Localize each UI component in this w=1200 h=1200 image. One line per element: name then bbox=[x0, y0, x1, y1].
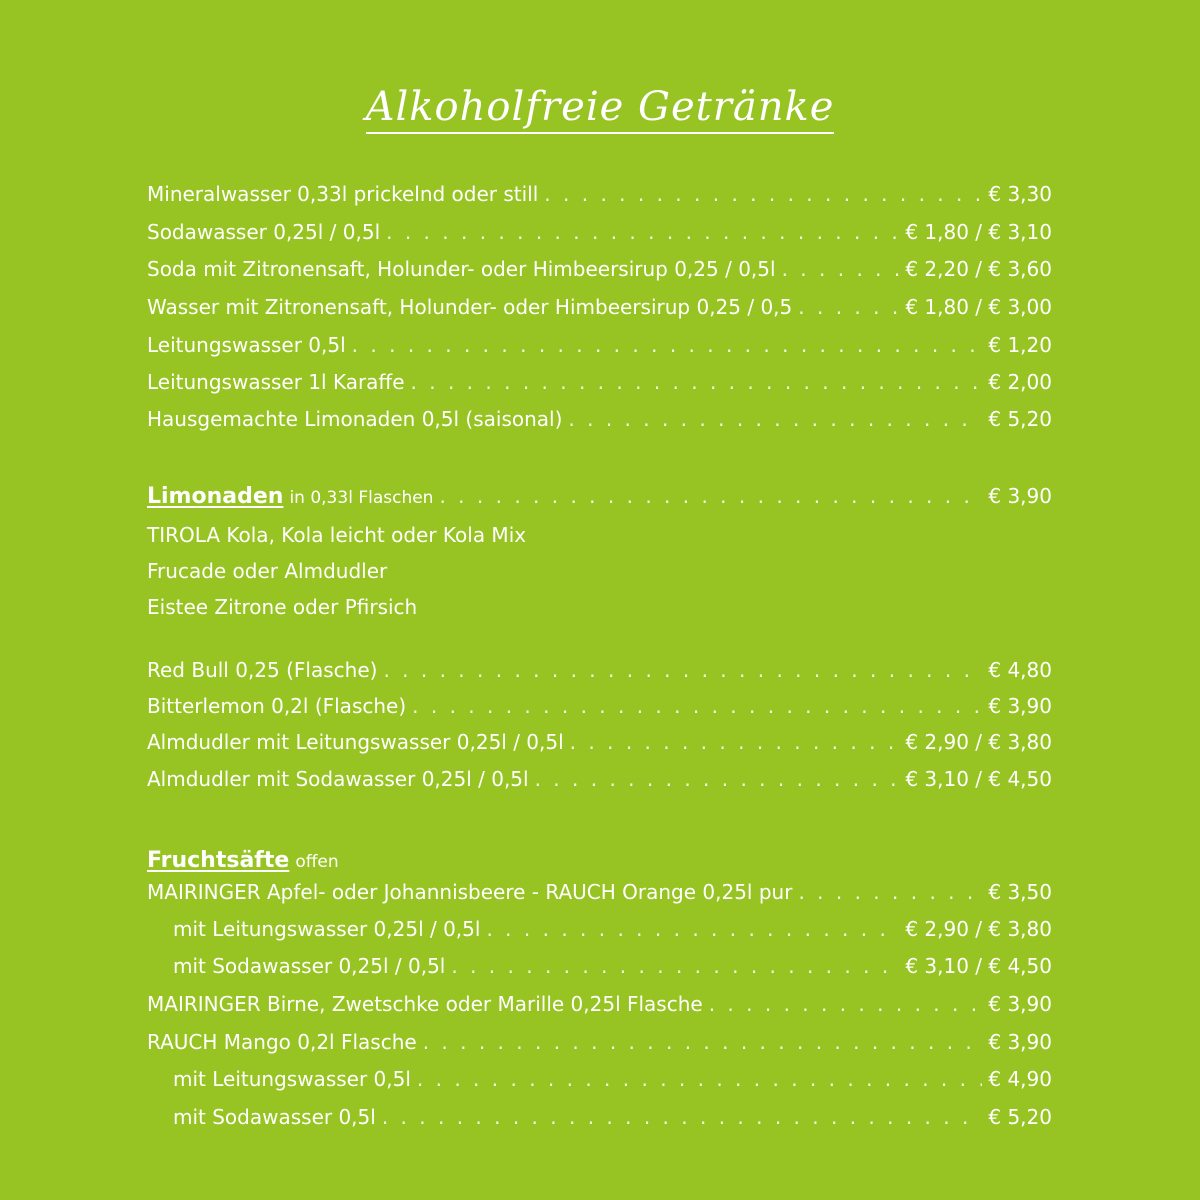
item-name: RAUCH Mango 0,2l Flasche bbox=[147, 1030, 417, 1054]
menu-item bbox=[147, 880, 1052, 910]
menu-item bbox=[147, 257, 1052, 287]
item-price: € 1,80 / € 3,00 bbox=[905, 295, 1052, 319]
section-note: offen bbox=[295, 852, 339, 872]
item-price: € 2,00 bbox=[988, 370, 1052, 394]
list-item: Frucade oder Almdudler bbox=[147, 559, 388, 583]
menu-item bbox=[147, 694, 1052, 724]
item-price: € 1,20 bbox=[988, 333, 1052, 357]
menu-item bbox=[147, 182, 1052, 212]
section-heading-fruchtsaefte: Fruchtsäfte bbox=[147, 848, 290, 873]
item-price: € 4,80 bbox=[988, 658, 1052, 682]
item-price: € 3,90 bbox=[988, 694, 1052, 718]
menu-subitem bbox=[173, 1067, 1052, 1097]
item-price: € 2,90 / € 3,80 bbox=[905, 917, 1052, 941]
item-price: € 3,10 / € 4,50 bbox=[905, 767, 1052, 791]
item-price: € 3,90 bbox=[988, 1030, 1052, 1054]
item-name: Bitterlemon 0,2l (Flasche) bbox=[147, 694, 407, 718]
item-name: Mineralwasser 0,33l prickelnd oder still bbox=[147, 182, 539, 206]
dot-leader bbox=[486, 917, 899, 941]
list-item: Eistee Zitrone oder Pfirsich bbox=[147, 595, 418, 619]
item-price: € 2,90 / € 3,80 bbox=[905, 730, 1052, 754]
page-title: Alkoholfreie Getränke bbox=[366, 84, 835, 134]
item-price: € 3,90 bbox=[988, 484, 1052, 508]
item-price: € 1,80 / € 3,10 bbox=[905, 220, 1052, 244]
menu-item bbox=[147, 767, 1052, 797]
item-name: mit Leitungswasser 0,5l bbox=[173, 1067, 411, 1091]
menu-item bbox=[147, 658, 1052, 688]
item-name: Soda mit Zitronensaft, Holunder- oder Himbeersirup 0,25 / 0,5l bbox=[147, 257, 776, 281]
item-name: mit Sodawasser 0,25l / 0,5l bbox=[173, 954, 446, 978]
menu-item bbox=[147, 1030, 1052, 1060]
menu-item bbox=[147, 730, 1052, 760]
item-name: mit Sodawasser 0,5l bbox=[173, 1105, 376, 1129]
item-price: € 5,20 bbox=[988, 407, 1052, 431]
item-name: Sodawasser 0,25l / 0,5l bbox=[147, 220, 381, 244]
menu-item bbox=[147, 295, 1052, 325]
dot-leader bbox=[798, 880, 982, 904]
dot-leader bbox=[798, 295, 899, 319]
item-price: € 3,30 bbox=[988, 182, 1052, 206]
item-name: Almdudler mit Sodawasser 0,25l / 0,5l bbox=[147, 767, 529, 791]
dot-leader bbox=[382, 1105, 983, 1129]
fruchtsaefte-heading-row bbox=[147, 848, 339, 873]
limonaden-heading-row bbox=[147, 484, 1052, 514]
dot-leader bbox=[535, 767, 900, 791]
item-price: € 3,50 bbox=[988, 880, 1052, 904]
menu-item bbox=[147, 992, 1052, 1022]
item-name: MAIRINGER Birne, Zwetschke oder Marille 0,25l Flasche bbox=[147, 992, 703, 1016]
item-name: MAIRINGER Apfel- oder Johannisbeere - RAUCH Orange 0,25l pur bbox=[147, 880, 793, 904]
menu-item bbox=[147, 407, 1052, 437]
menu-subitem bbox=[173, 954, 1052, 984]
section-note: in 0,33l Flaschen bbox=[289, 488, 434, 508]
dot-leader bbox=[709, 992, 983, 1016]
menu-item bbox=[147, 370, 1052, 400]
dot-leader bbox=[782, 257, 900, 281]
dot-leader bbox=[352, 333, 983, 357]
list-item: TIROLA Kola, Kola leicht oder Kola Mix bbox=[147, 523, 527, 547]
item-price: € 3,90 bbox=[988, 992, 1052, 1016]
dot-leader bbox=[383, 658, 982, 682]
page-title-wrap bbox=[0, 84, 1200, 130]
limonaden-heading-wrap bbox=[147, 484, 433, 509]
item-price: € 4,90 bbox=[988, 1067, 1052, 1091]
dot-leader bbox=[412, 694, 982, 718]
section-heading-limonaden: Limonaden bbox=[147, 484, 284, 509]
dot-leader bbox=[411, 370, 983, 394]
item-name: Red Bull 0,25 (Flasche) bbox=[147, 658, 378, 682]
item-name: mit Leitungswasser 0,25l / 0,5l bbox=[173, 917, 481, 941]
dot-leader bbox=[423, 1030, 983, 1054]
item-name: Wasser mit Zitronensaft, Holunder- oder Himbeersirup 0,25 / 0,5 bbox=[147, 295, 793, 319]
dot-leader bbox=[451, 954, 899, 978]
menu-item bbox=[147, 333, 1052, 363]
item-price: € 2,20 / € 3,60 bbox=[905, 257, 1052, 281]
dot-leader bbox=[417, 1067, 982, 1091]
menu-subitem bbox=[173, 1105, 1052, 1135]
dot-leader bbox=[570, 730, 900, 754]
item-name: Leitungswasser 0,5l bbox=[147, 333, 346, 357]
item-name: Hausgemachte Limonaden 0,5l (saisonal) bbox=[147, 407, 563, 431]
item-price: € 3,10 / € 4,50 bbox=[905, 954, 1052, 978]
dot-leader bbox=[386, 220, 899, 244]
dot-leader bbox=[568, 407, 982, 431]
dot-leader bbox=[544, 182, 982, 206]
item-price: € 5,20 bbox=[988, 1105, 1052, 1129]
menu-item bbox=[147, 220, 1052, 250]
menu-subitem bbox=[173, 917, 1052, 947]
dot-leader bbox=[439, 484, 982, 508]
item-name: Leitungswasser 1l Karaffe bbox=[147, 370, 405, 394]
item-name: Almdudler mit Leitungswasser 0,25l / 0,5l bbox=[147, 730, 564, 754]
